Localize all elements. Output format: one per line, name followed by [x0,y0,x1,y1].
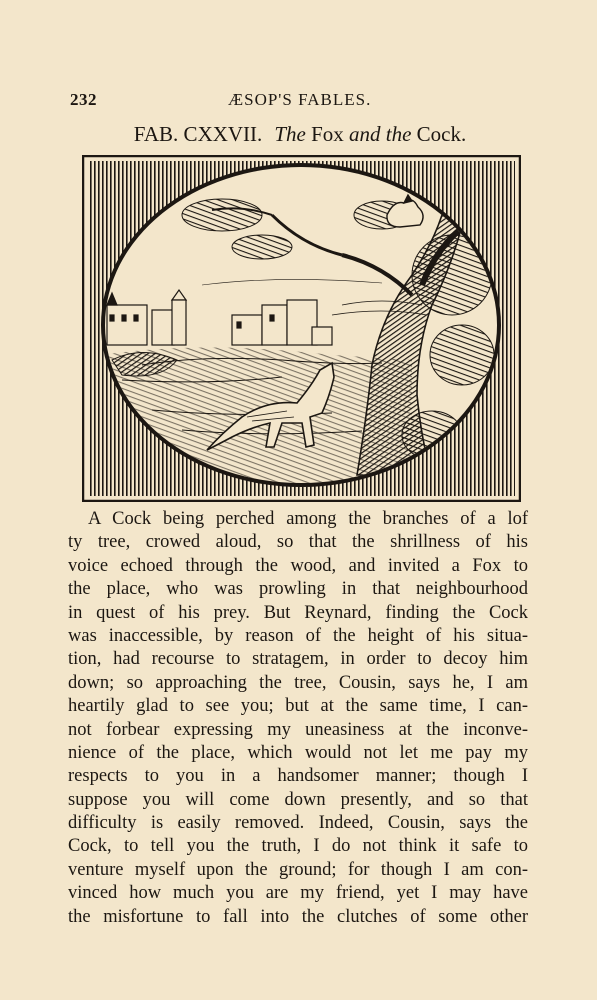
text-line: A Cock being perched among the branches of a lof [88,509,528,529]
text-line: tion, had recourse to stratagem, in order to decoy him [68,649,528,670]
text-line: not forbear expressing my uneasiness at the inconve- [68,719,528,740]
text-line: Cock, to tell you the truth, I do not think it safe to [68,836,528,857]
text-line: venture myself upon the ground; for though I am con- [68,859,528,880]
text-line: nience of the place, which would not let me pay my [68,742,528,763]
text-line: voice echoed through the wood, and invited a Fox to [68,555,528,576]
fable-title [70,122,530,150]
text-line: down; so approaching the tree, Cousin, says he, I am [68,672,528,693]
fable-title-word: The [274,122,306,146]
woodcut-illustration [82,155,521,502]
fable-body [68,508,528,929]
text-line: the misfortune to fall into the clutches of some other [68,906,528,927]
fable-title-word: Fox [311,122,344,146]
fable-title-word: and [349,122,381,146]
page-number: 232 [70,90,97,109]
text-line: was inaccessible, by reason of the height of his situa- [68,625,528,646]
text-line: respects to you in a handsomer manner; though I [68,766,528,787]
page-header [70,90,530,114]
running-head: ÆSOP'S FABLES. [228,90,372,109]
text-line: the place, who was prowling in that neighbourhood [68,579,528,600]
text-line: in quest of his prey. But Reynard, finding the Cock [68,602,528,623]
fable-number: FAB. CXXVII. [133,122,263,146]
text-line: suppose you will come down presently, and so that [68,789,528,810]
fable-title-word: Cock. [416,122,467,146]
fable-title-word: the [385,122,412,146]
text-line: vinced how much you are my friend, yet I may have [68,883,528,904]
text-line: heartily glad to see you; but at the same time, I can- [68,696,528,717]
text-line: ty tree, crowed aloud, so that the shrillness of his [68,532,528,553]
text-line: difficulty is easily removed. Indeed, Cousin, says the [68,813,528,834]
